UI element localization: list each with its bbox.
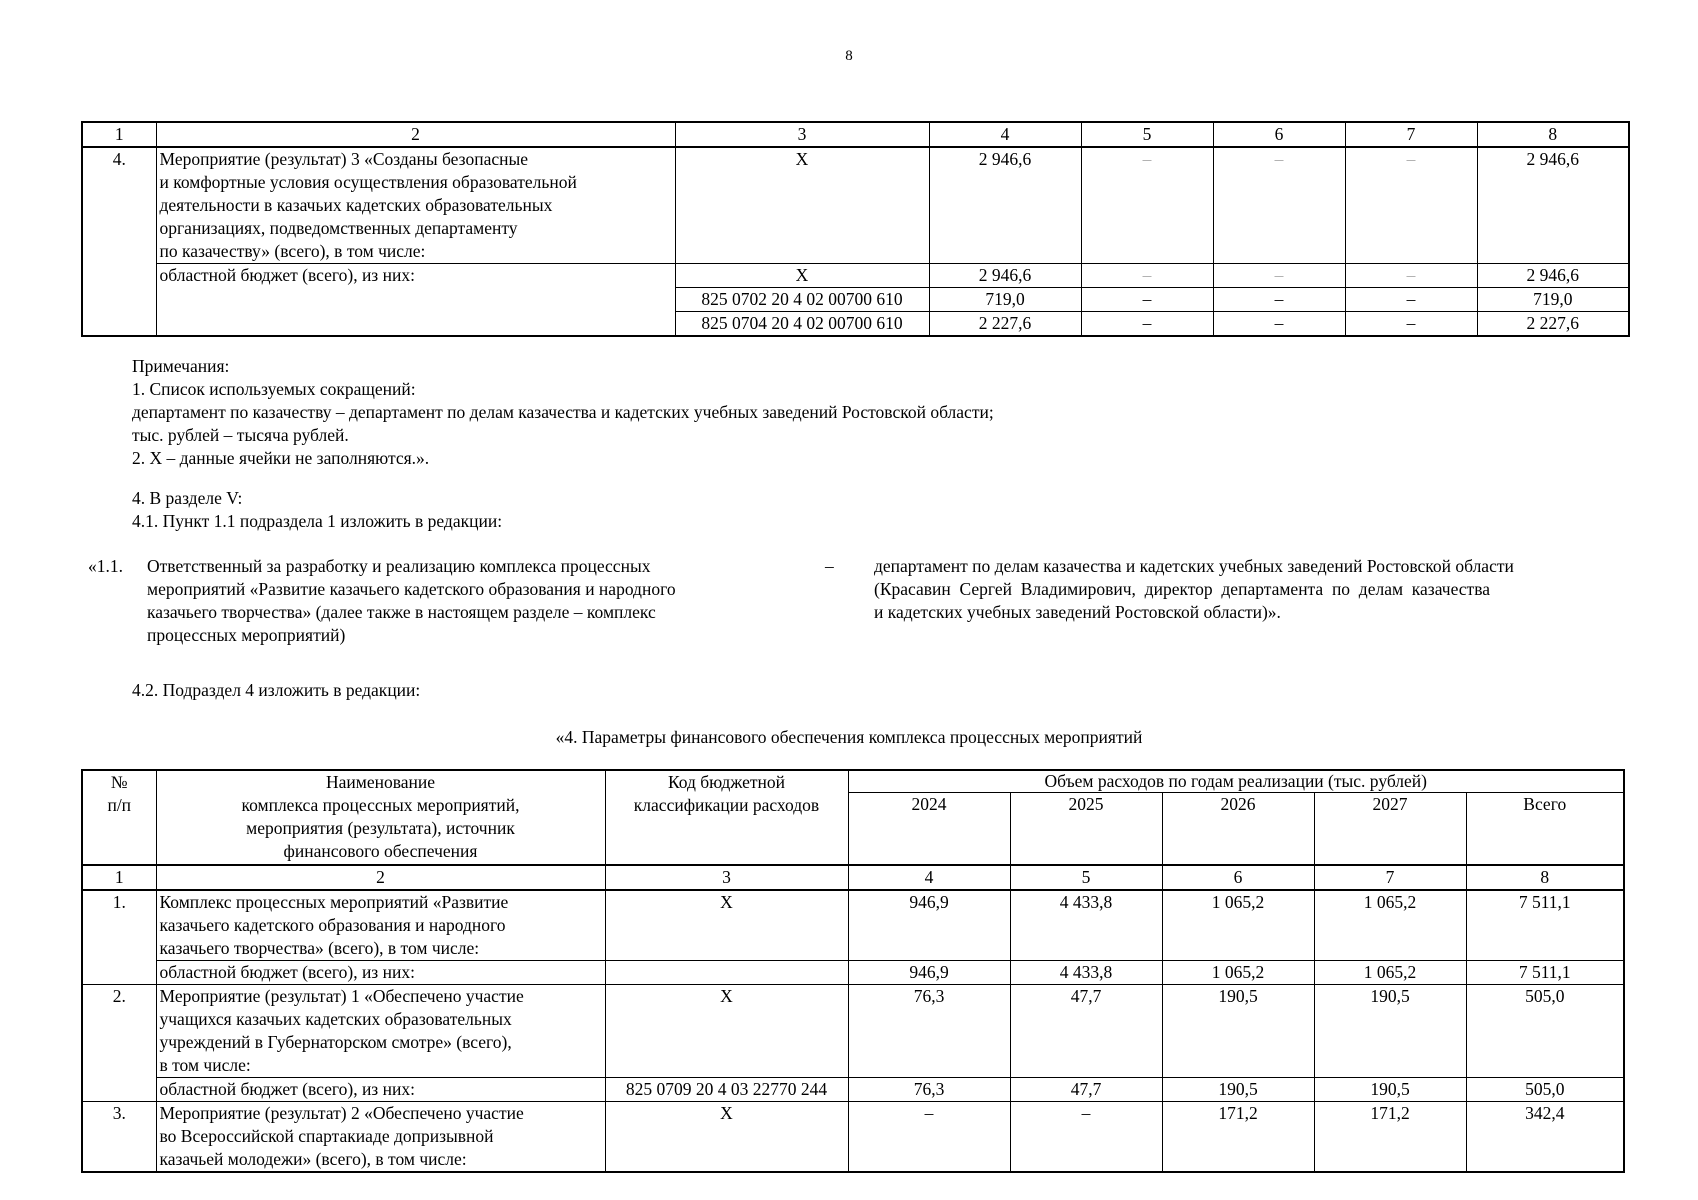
column-number-row: [82, 865, 1624, 890]
value-2024: 946,9: [848, 890, 1010, 961]
value-2025: 47,7: [1010, 984, 1162, 1077]
row-number: 4.: [82, 147, 156, 336]
header-num: № п/п: [82, 770, 156, 865]
header-year: 2027: [1314, 793, 1466, 865]
item-line: и кадетских учебных заведений Ростовской области)».: [874, 602, 1281, 622]
value-2024: 946,9: [848, 960, 1010, 984]
value-2027: –: [1345, 147, 1477, 264]
budget-code: X: [605, 890, 848, 961]
value-2025: –: [1010, 1101, 1162, 1172]
item-number: «1.1.: [88, 556, 123, 576]
budget-code: X: [675, 264, 929, 288]
budget-name: областной бюджет (всего), из них:: [156, 1077, 605, 1101]
col-num: 4: [848, 865, 1010, 890]
value-total: 2 946,6: [1477, 147, 1629, 264]
row-name: Мероприятие (результат) 1 «Обеспечено участие учащихся казачьих кадетских образовательных учреждений в Губернаторском смотре» (всего), в том числе:: [156, 984, 605, 1077]
note-line: тыс. рублей – тысяча рублей.: [132, 425, 349, 445]
header-year: 2026: [1162, 793, 1314, 865]
value-2027: 171,2: [1314, 1101, 1466, 1172]
row-name-line: и комфортные условия осуществления образовательной: [159, 172, 577, 192]
header-code: Код бюджетной классификации расходов: [605, 770, 848, 865]
note-line: 2. X – данные ячейки не заполняются.».: [132, 448, 430, 468]
budget-code: X: [675, 147, 929, 264]
budget-code: X: [605, 984, 848, 1077]
item-line: Ответственный за разработку и реализацию комплекса процессных: [147, 556, 651, 576]
value-2025: –: [1081, 264, 1213, 288]
note-line: 1. Список используемых сокращений:: [132, 379, 416, 399]
value-2026: –: [1213, 147, 1345, 264]
value-total: 2 227,6: [1477, 312, 1629, 337]
continuation-table: [81, 121, 1630, 337]
col-num: 1: [82, 865, 156, 890]
value-2027: 190,5: [1314, 984, 1466, 1077]
table-row: [82, 147, 1629, 264]
item-line: (Красавин Сергей Владимирович, директор департамента по делам казачества: [874, 579, 1491, 599]
header-year: 2025: [1010, 793, 1162, 865]
notes-block: [132, 355, 994, 533]
header-name: Наименование комплекса процессных мероприятий, мероприятия (результата), источник финансового обеспечения: [156, 770, 605, 865]
value-total: 7 511,1: [1466, 890, 1624, 961]
item-dash: –: [825, 556, 834, 576]
value-2025: 47,7: [1010, 1077, 1162, 1101]
value-2027: –: [1345, 264, 1477, 288]
value-total: 342,4: [1466, 1101, 1624, 1172]
budget-code: 825 0704 20 4 02 00700 610: [675, 312, 929, 337]
item-line: казачьего творчества» (далее также в настоящем разделе – комплекс: [147, 602, 656, 622]
value-2025: –: [1081, 147, 1213, 264]
value-2024: 2 946,6: [929, 147, 1081, 264]
table-row: [82, 1101, 1624, 1172]
value-2026: 190,5: [1162, 984, 1314, 1077]
table-row: [82, 984, 1624, 1077]
table-row: [82, 960, 1624, 984]
value-2026: 190,5: [1162, 1077, 1314, 1101]
row-number: 3.: [82, 1101, 156, 1172]
item-42: 4.2. Подраздел 4 изложить в редакции:: [132, 680, 421, 700]
col-num: 7: [1314, 865, 1466, 890]
value-2024: 76,3: [848, 984, 1010, 1077]
value-total: 719,0: [1477, 288, 1629, 312]
col-num: 4: [929, 122, 1081, 147]
value-2026: 1 065,2: [1162, 960, 1314, 984]
header-year: 2024: [848, 793, 1010, 865]
col-num: 5: [1010, 865, 1162, 890]
item-line: процессных мероприятий): [147, 625, 346, 645]
section-line: 4.1. Пункт 1.1 подраздела 1 изложить в редакции:: [132, 511, 503, 531]
budget-code: 825 0702 20 4 02 00700 610: [675, 288, 929, 312]
value-2027: –: [1345, 312, 1477, 337]
header-total: Всего: [1466, 793, 1624, 865]
col-num: 6: [1213, 122, 1345, 147]
header-volume: Объем расходов по годам реализации (тыс. рублей): [848, 770, 1624, 793]
value-2024: –: [848, 1101, 1010, 1172]
col-num: 3: [675, 122, 929, 147]
budget-name: областной бюджет (всего), из них:: [156, 264, 675, 337]
value-2024: 2 946,6: [929, 264, 1081, 288]
item-right-text: [874, 555, 1616, 624]
value-2027: 1 065,2: [1314, 890, 1466, 961]
row-name: Комплекс процессных мероприятий «Развитие казачьего кадетского образования и народного казачьего творчества» (всего), в том числе:: [156, 890, 605, 961]
value-2025: 4 433,8: [1010, 960, 1162, 984]
note-line: Примечания:: [132, 356, 230, 376]
value-total: 505,0: [1466, 984, 1624, 1077]
item-line: департамент по делам казачества и кадетских учебных заведений Ростовской области: [874, 556, 1514, 576]
row-name-line: Мероприятие (результат) 3 «Созданы безопасные: [159, 149, 529, 169]
value-2024: 2 227,6: [929, 312, 1081, 337]
col-num: 7: [1345, 122, 1477, 147]
value-2027: 190,5: [1314, 1077, 1466, 1101]
item-line: мероприятий «Развитие казачьего кадетского образования и народного: [147, 579, 676, 599]
col-num: 2: [156, 122, 675, 147]
value-2025: –: [1081, 312, 1213, 337]
table-row: [82, 264, 1629, 288]
row-name: Мероприятие (результат) 2 «Обеспечено участие во Всероссийской спартакиаде допризывной казачьей молодежи» (всего), в том числе:: [156, 1101, 605, 1172]
value-2026: 171,2: [1162, 1101, 1314, 1172]
value-2027: –: [1345, 288, 1477, 312]
value-total: 2 946,6: [1477, 264, 1629, 288]
value-2026: –: [1213, 264, 1345, 288]
col-num: 2: [156, 865, 605, 890]
budget-name: областной бюджет (всего), из них:: [156, 960, 605, 984]
finance-table: [81, 769, 1625, 1173]
table-title: «4. Параметры финансового обеспечения комплекса процессных мероприятий: [555, 727, 1143, 747]
col-num: 8: [1477, 122, 1629, 147]
row-name-line: по казачеству» (всего), в том числе:: [159, 241, 426, 261]
value-2025: –: [1081, 288, 1213, 312]
value-2026: 1 065,2: [1162, 890, 1314, 961]
header-row: [82, 770, 1624, 793]
value-2025: 4 433,8: [1010, 890, 1162, 961]
value-2026: –: [1213, 312, 1345, 337]
row-name-line: деятельности в казачьих кадетских образовательных: [159, 195, 553, 215]
note-line: департамент по казачеству – департамент по делам казачества и кадетских учебных заведений Ростовской области;: [132, 402, 994, 422]
row-name-line: организациях, подведомственных департаменту: [159, 218, 518, 238]
col-num: 5: [1081, 122, 1213, 147]
value-total: 7 511,1: [1466, 960, 1624, 984]
page-number: 8: [845, 48, 853, 64]
value-2027: 1 065,2: [1314, 960, 1466, 984]
col-num: 8: [1466, 865, 1624, 890]
value-2024: 76,3: [848, 1077, 1010, 1101]
col-num: 6: [1162, 865, 1314, 890]
row-name: [156, 147, 675, 264]
table-row: [82, 890, 1624, 961]
row-number: 1.: [82, 890, 156, 985]
budget-code: [605, 960, 848, 984]
col-num: 1: [82, 122, 156, 147]
table-row: [82, 1077, 1624, 1101]
item-left-text: [147, 555, 787, 647]
value-2026: –: [1213, 288, 1345, 312]
col-num: 3: [605, 865, 848, 890]
row-number: 2.: [82, 984, 156, 1101]
budget-code: X: [605, 1101, 848, 1172]
value-2024: 719,0: [929, 288, 1081, 312]
value-total: 505,0: [1466, 1077, 1624, 1101]
section-line: 4. В разделе V:: [132, 488, 243, 508]
budget-code: 825 0709 20 4 03 22770 244: [605, 1077, 848, 1101]
column-number-row: [82, 122, 1629, 147]
